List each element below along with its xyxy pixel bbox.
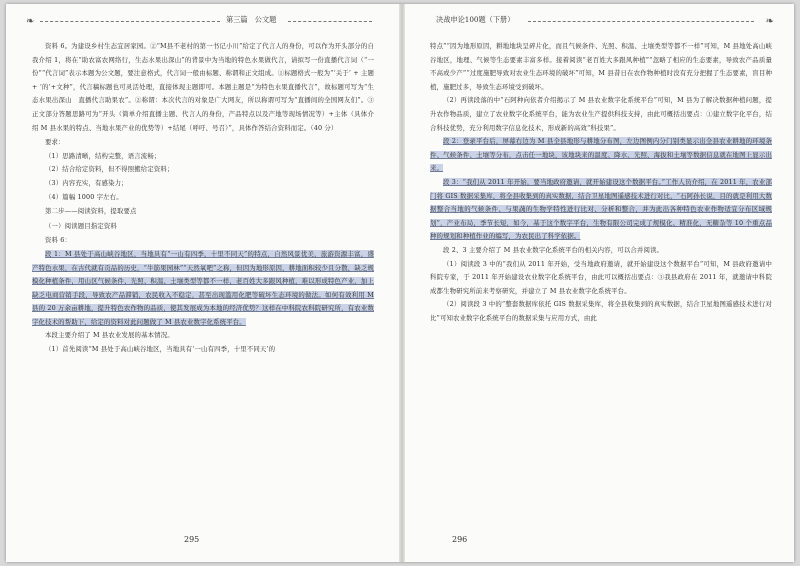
book-gutter: [399, 4, 405, 562]
left-page-header: [26, 14, 372, 28]
page-number: 295: [184, 535, 200, 544]
header-rule: [528, 21, 754, 22]
paragraph: [430, 176, 772, 244]
left-header-title: 第三篇 公文题: [226, 15, 277, 24]
paragraph: （1）首先阅读“M 县处于高山峡谷地区，当地具有‘一山有四季，十里不同天’的: [45, 345, 276, 354]
paragraph: 特点”“因为地形原因，耕地地块呈碎片化，而且气候条件、光照、积温、土壤类型等都不一样”可知，M 县地处高山峡谷地区，地理、气候等生态要素丰富多样。接着阅读“老百姓大多跟风种植”“忽略了相应的生态要素，导致农产品质量不高或少产”“过度施肥导致对农业生态环境的破坏”可知，M 县昔日在农作物种植时没有充分把握了生态要素，盲目种植，施肥过多，导致生态环境受到破坏。: [430, 42, 772, 91]
section-heading: 第二步——阅读资料，提取要点: [45, 207, 137, 216]
ornament-icon: ❧: [765, 16, 774, 27]
paragraph: [430, 135, 772, 176]
paragraph: 资料 6。为建设乡村生态宜居家园。②“M县不老村的第一书记小川”给定了代言人的身份，可以作为开头部分的自我介绍 1，将在“助农富农网络行，生态水果出深山”的背景中为当地的特色水果做代言，请拟写一份直播代言词（“一份”“代言词”表示本题为公文题，要注意格式，代言词一般由标题、称谓和正文组成。①标题格式一般为“‘关于’ + 主题 + ‘的’+文种”，代言稿标题也可灵活处理，直接体现主题即可。本题主题是“为特色水果直播代言”，故标题可写为“生态水果出深山 直播代言助果农”。②称谓：本次代言的对象是广大网友，所以称谓可写为“直播间的全国网友们”。③正文部分答题思路可为“开头（简单介绍直播主题、代言人的身份，产品特点以及产地等现场情况等）+主体（具体介绍 M 县水果的特点、当地水果产业的优势等）+结尾（呼吁、号召）”，具体作答结合资料而定。（40 分）: [32, 42, 374, 132]
ornament-icon: ❧: [26, 16, 35, 27]
list-item: （2）结合给定资料，但不得照搬给定资料；: [45, 165, 174, 174]
material-label: 资料 6：: [45, 236, 72, 245]
right-page-header: [428, 14, 774, 28]
page-number: 296: [452, 535, 468, 544]
paragraph: （2）再读段落的中“石阿种向依者介绍揭示了 M 县农业数字化系统平台”可知，M 县为了解决数据种植问题，提升农作物品质，建立了农业数字化系统平台，能为农业生产提供科技支持，由此可概括出要点：①建立数字化平台，结合科技优势，充分利用数字信息化技术，形成新的高效“科技果”。: [430, 96, 772, 132]
list-item: （4）篇幅 1000 字左右。: [45, 192, 123, 201]
left-page: [6, 4, 392, 562]
header-rule: [40, 21, 220, 22]
section-heading: （一）阅读题目指定资料: [45, 221, 117, 230]
right-header-title: 决战申论100题（下册）: [436, 15, 515, 24]
highlighted-text: 段 1：M 县处于高山峡谷地区，当地具有“一山有四季，十里不同天”的特点，自然风景优美，旅游资源丰富，盛产特色水果，在古代就有贡品的历史，“牛筋果园林”“天然氧吧”之称，但因为地形原因，耕地面积较少且分散，缺乏规模化种植条件，用山区气候条件、光照、积温、土壤类型等都不一样，老百姓大多跟风种植，难以形成特色产业，加上缺乏电商营销手段，导致农产品滞销，农民收入不稳定，甚至出现滥用化肥等破坏生态环境的做法。如何有效利用 M 县的 20 万余亩耕地，提升特色农作物的品质，使其发展成为本地的经济优势？这样在中科院农科院研究所，有农业数字化技术的帮助下，给定的资料对此问题做了 M 县农业数字化系统平台。: [32, 249, 374, 326]
list-item: （1）思路清晰，结构完整，语言流畅；: [45, 151, 161, 160]
book-spread: [6, 4, 794, 562]
paragraph: （2）阅读段 3 中的“整套数据库依托 GIS 数据采集库，将全县收集到的真实数据，结合卫星地图遥感技术进行对比”可知农业数字化系统平台的数据采集与应用方式，由此: [430, 300, 772, 322]
right-page: [408, 4, 794, 562]
right-page-body: [430, 40, 772, 325]
paragraph: 要求：: [45, 138, 65, 147]
paragraph: （1）阅读段 3 中的“我们从 2011 年开始，受当地政府邀请，就开始建设这个数据平台”可知，M 县政府邀请中科院专家，于 2011 年开始建设农业数字化系统平台，由此可以概括出要点：③我县政府在 2011 年，就邀请中科院成都生物研究所前来考察研究，并建立了 M 县农业数字化系统平台。: [430, 259, 772, 295]
left-page-body: [32, 40, 374, 357]
highlighted-text: 段 3：“我们从 2011 年开始，要当地政府邀请，就开始建设这个数据平台。”工作人员介绍，在 2011 年，农业部门将 GIS 数据采集库，将全县收集到的真实数据，结合卫星地图遥感技术进行对比，“石阿孙长说，目的就是利用大数据整合当地的气候条件、与果蔬的生物学特性进行比对、分析和整合，并为此出各种特色农业作物适宜分布区域规划”，产业布局，季节长短，如今，基于这个数字平台，生物有限公司完成了规模化、精准化，无糖杂等 10 个重点品种的规划和种植作业的编写，为农民出了科学依据。: [430, 177, 772, 241]
paragraph: 本段主要介绍了 M 县农业发展的基本情况。: [45, 331, 174, 340]
paragraph: [32, 248, 374, 330]
header-rule: [288, 21, 372, 22]
highlighted-text: 段 2：登录平台后，屏幕右边为 M 县全县地形与耕地分布图，左边图例内分门别类显示出全县农业耕地的环境条件、气候条件、土壤等分布，点击任一地块，该地块来的温度、降水、光照、海拔和土壤等数据信息就在地图上显示出来。: [430, 137, 772, 173]
list-item: （3）内容充实，有感染力；: [45, 178, 128, 187]
paragraph: 段 2、3 主要介绍了 M 县农业数字化系统平台的相关内容，可以合并阅读。: [443, 245, 664, 254]
